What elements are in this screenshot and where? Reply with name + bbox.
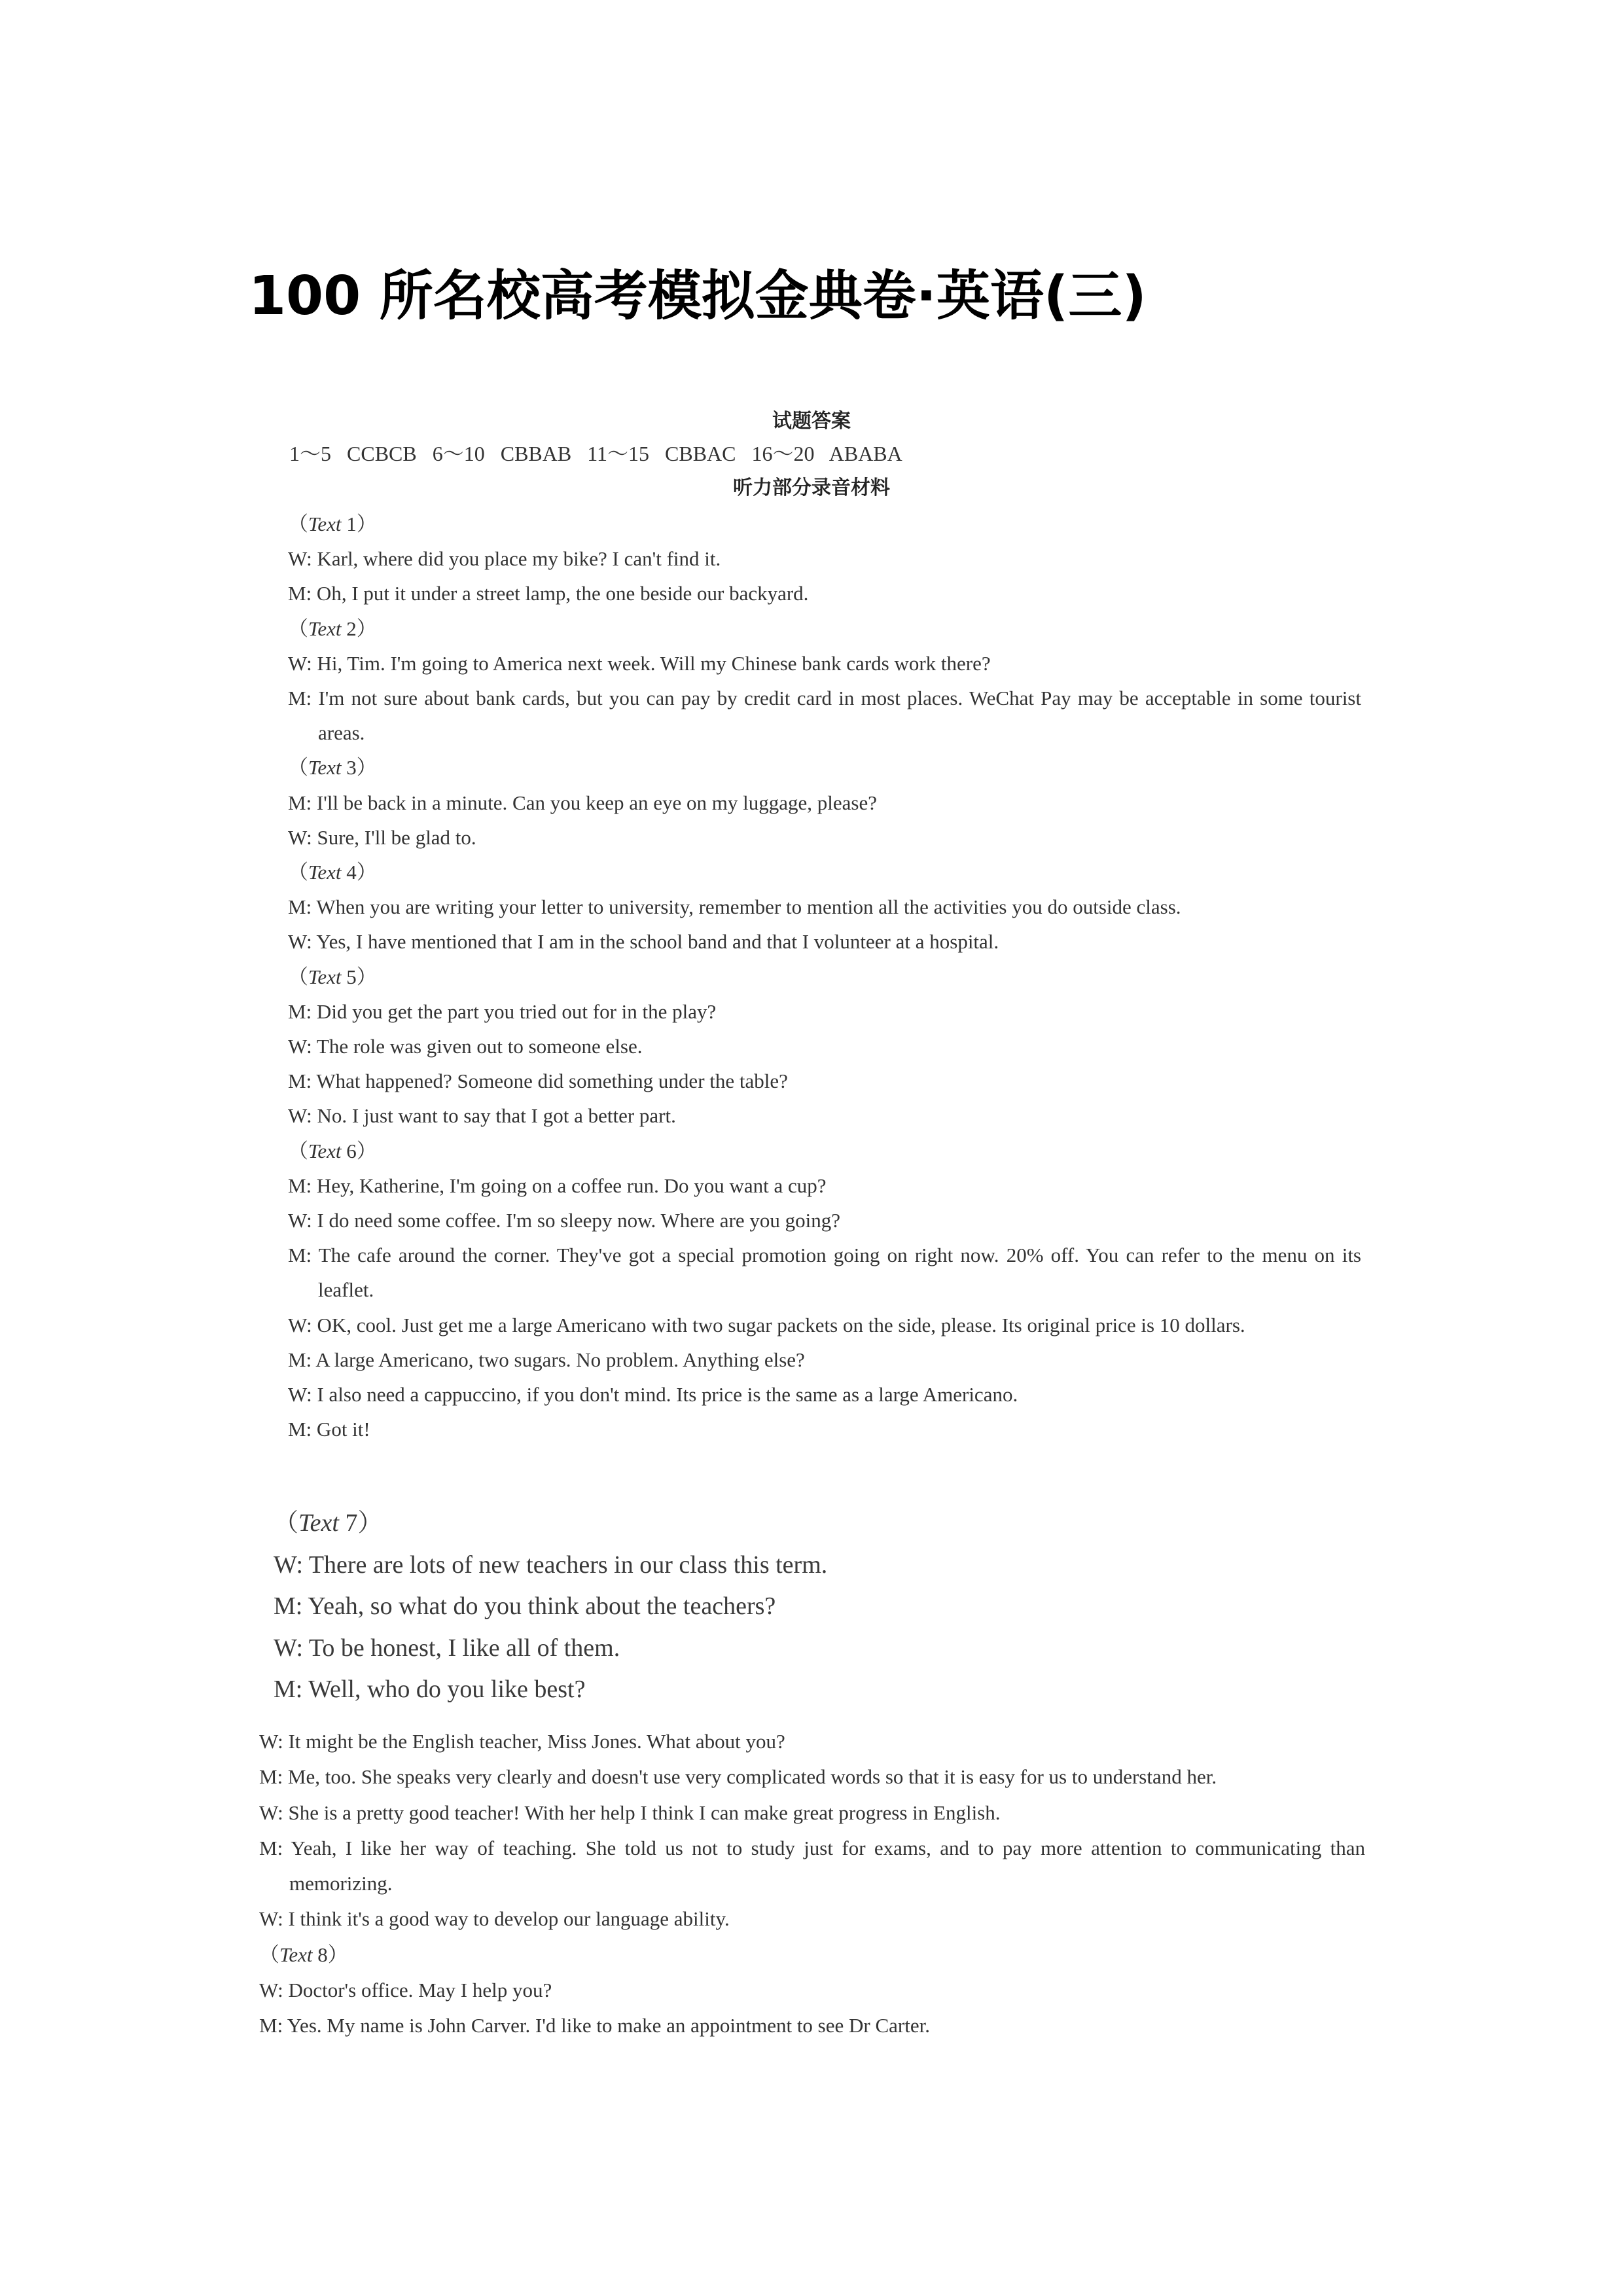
- dialogue-line: M: Yeah, I like her way of teaching. She told us not to study just for exams, and to pay more attention to communicating than memorizing.: [259, 1836, 1365, 1895]
- text-label: （Text 1）: [288, 512, 377, 535]
- dialogue-line: W: To be honest, I like all of them.: [274, 1634, 620, 1662]
- text-label: （Text 7）: [274, 1509, 383, 1537]
- dialogue-line: M: What happened? Someone did something under the table?: [288, 1069, 788, 1093]
- dialogue-line: M: Got it!: [288, 1418, 370, 1441]
- answer-key: 1～5 CCBCB 6～10 CBBAB 11～15 CBBAC 16～20 ABABA: [289, 442, 902, 465]
- dialogue-line: M: Yeah, so what do you think about the teachers?: [274, 1592, 776, 1620]
- answers-heading: 试题答案: [772, 410, 851, 433]
- dialogue-line: M: Did you get the part you tried out for in the play?: [288, 999, 717, 1023]
- dialogue-line: M: Oh, I put it under a street lamp, the one beside our backyard.: [288, 582, 809, 605]
- page-title: 100 所名校高考模拟金典卷·英语(三): [249, 265, 1147, 327]
- dialogue-line: M: When you are writing your letter to university, remember to mention all the activities you do outside class.: [288, 895, 1181, 919]
- dialogue-line: M: I'm not sure about bank cards, but you can pay by credit card in most places. WeChat Pay may be acceptable in some tourist areas.: [288, 687, 1361, 745]
- dialogue-line: M: Me, too. She speaks very clearly and doesn't use very complicated words so that it is easy for us to understand her.: [259, 1765, 1217, 1789]
- text-label: （Text 8）: [259, 1943, 348, 1966]
- dialogue-line: W: It might be the English teacher, Miss Jones. What about you?: [259, 1730, 785, 1753]
- transcript-block-3: [259, 1724, 1365, 2044]
- text-label: （Text 3）: [288, 756, 377, 780]
- dialogue-line: W: Hi, Tim. I'm going to America next week. Will my Chinese bank cards work there?: [288, 651, 991, 675]
- dialogue-line: W: Sure, I'll be glad to.: [288, 825, 476, 849]
- text-label: （Text 2）: [288, 617, 377, 640]
- dialogue-line: W: There are lots of new teachers in our class this term.: [274, 1551, 828, 1579]
- dialogue-line: W: Yes, I have mentioned that I am in the school band and that I volunteer at a hospital.: [288, 930, 999, 954]
- transcript-block-2: [274, 1503, 1190, 1711]
- dialogue-line: W: I also need a cappuccino, if you don't mind. Its price is the same as a large Americano.: [288, 1383, 1018, 1407]
- text-label: （Text 5）: [288, 965, 377, 988]
- dialogue-line: M: A large Americano, two sugars. No problem. Anything else?: [288, 1348, 805, 1371]
- dialogue-line: W: I do need some coffee. I'm so sleepy now. Where are you going?: [288, 1209, 841, 1232]
- dialogue-line: M: Well, who do you like best?: [274, 1676, 586, 1703]
- dialogue-line: W: Karl, where did you place my bike? I can't find it.: [288, 547, 721, 571]
- dialogue-line: M: I'll be back in a minute. Can you keep an eye on my luggage, please?: [288, 791, 877, 814]
- dialogue-line: W: The role was given out to someone else.: [288, 1035, 643, 1058]
- dialogue-line: M: Yes. My name is John Carver. I'd like to make an appointment to see Dr Carter.: [259, 2014, 930, 2037]
- dialogue-line: W: Doctor's office. May I help you?: [259, 1979, 552, 2002]
- text-label: （Text 4）: [288, 861, 377, 884]
- dialogue-line: W: No. I just want to say that I got a better part.: [288, 1104, 676, 1128]
- dialogue-line: M: The cafe around the corner. They've got a special promotion going on right now. 20% off. You can refer to the menu on its leaflet.: [288, 1244, 1361, 1302]
- text-label: （Text 6）: [288, 1139, 377, 1162]
- transcript-block-1: [288, 507, 1361, 1446]
- dialogue-line: M: Hey, Katherine, I'm going on a coffee run. Do you want a cup?: [288, 1174, 827, 1197]
- dialogue-line: W: OK, cool. Just get me a large Americano with two sugar packets on the side, please. Its original price is 10 dollars.: [288, 1313, 1245, 1336]
- dialogue-line: W: I think it's a good way to develop our language ability.: [259, 1907, 730, 1931]
- transcript-heading: 听力部分录音材料: [733, 476, 890, 499]
- dialogue-line: W: She is a pretty good teacher! With her help I think I can make great progress in English.: [259, 1801, 1001, 1824]
